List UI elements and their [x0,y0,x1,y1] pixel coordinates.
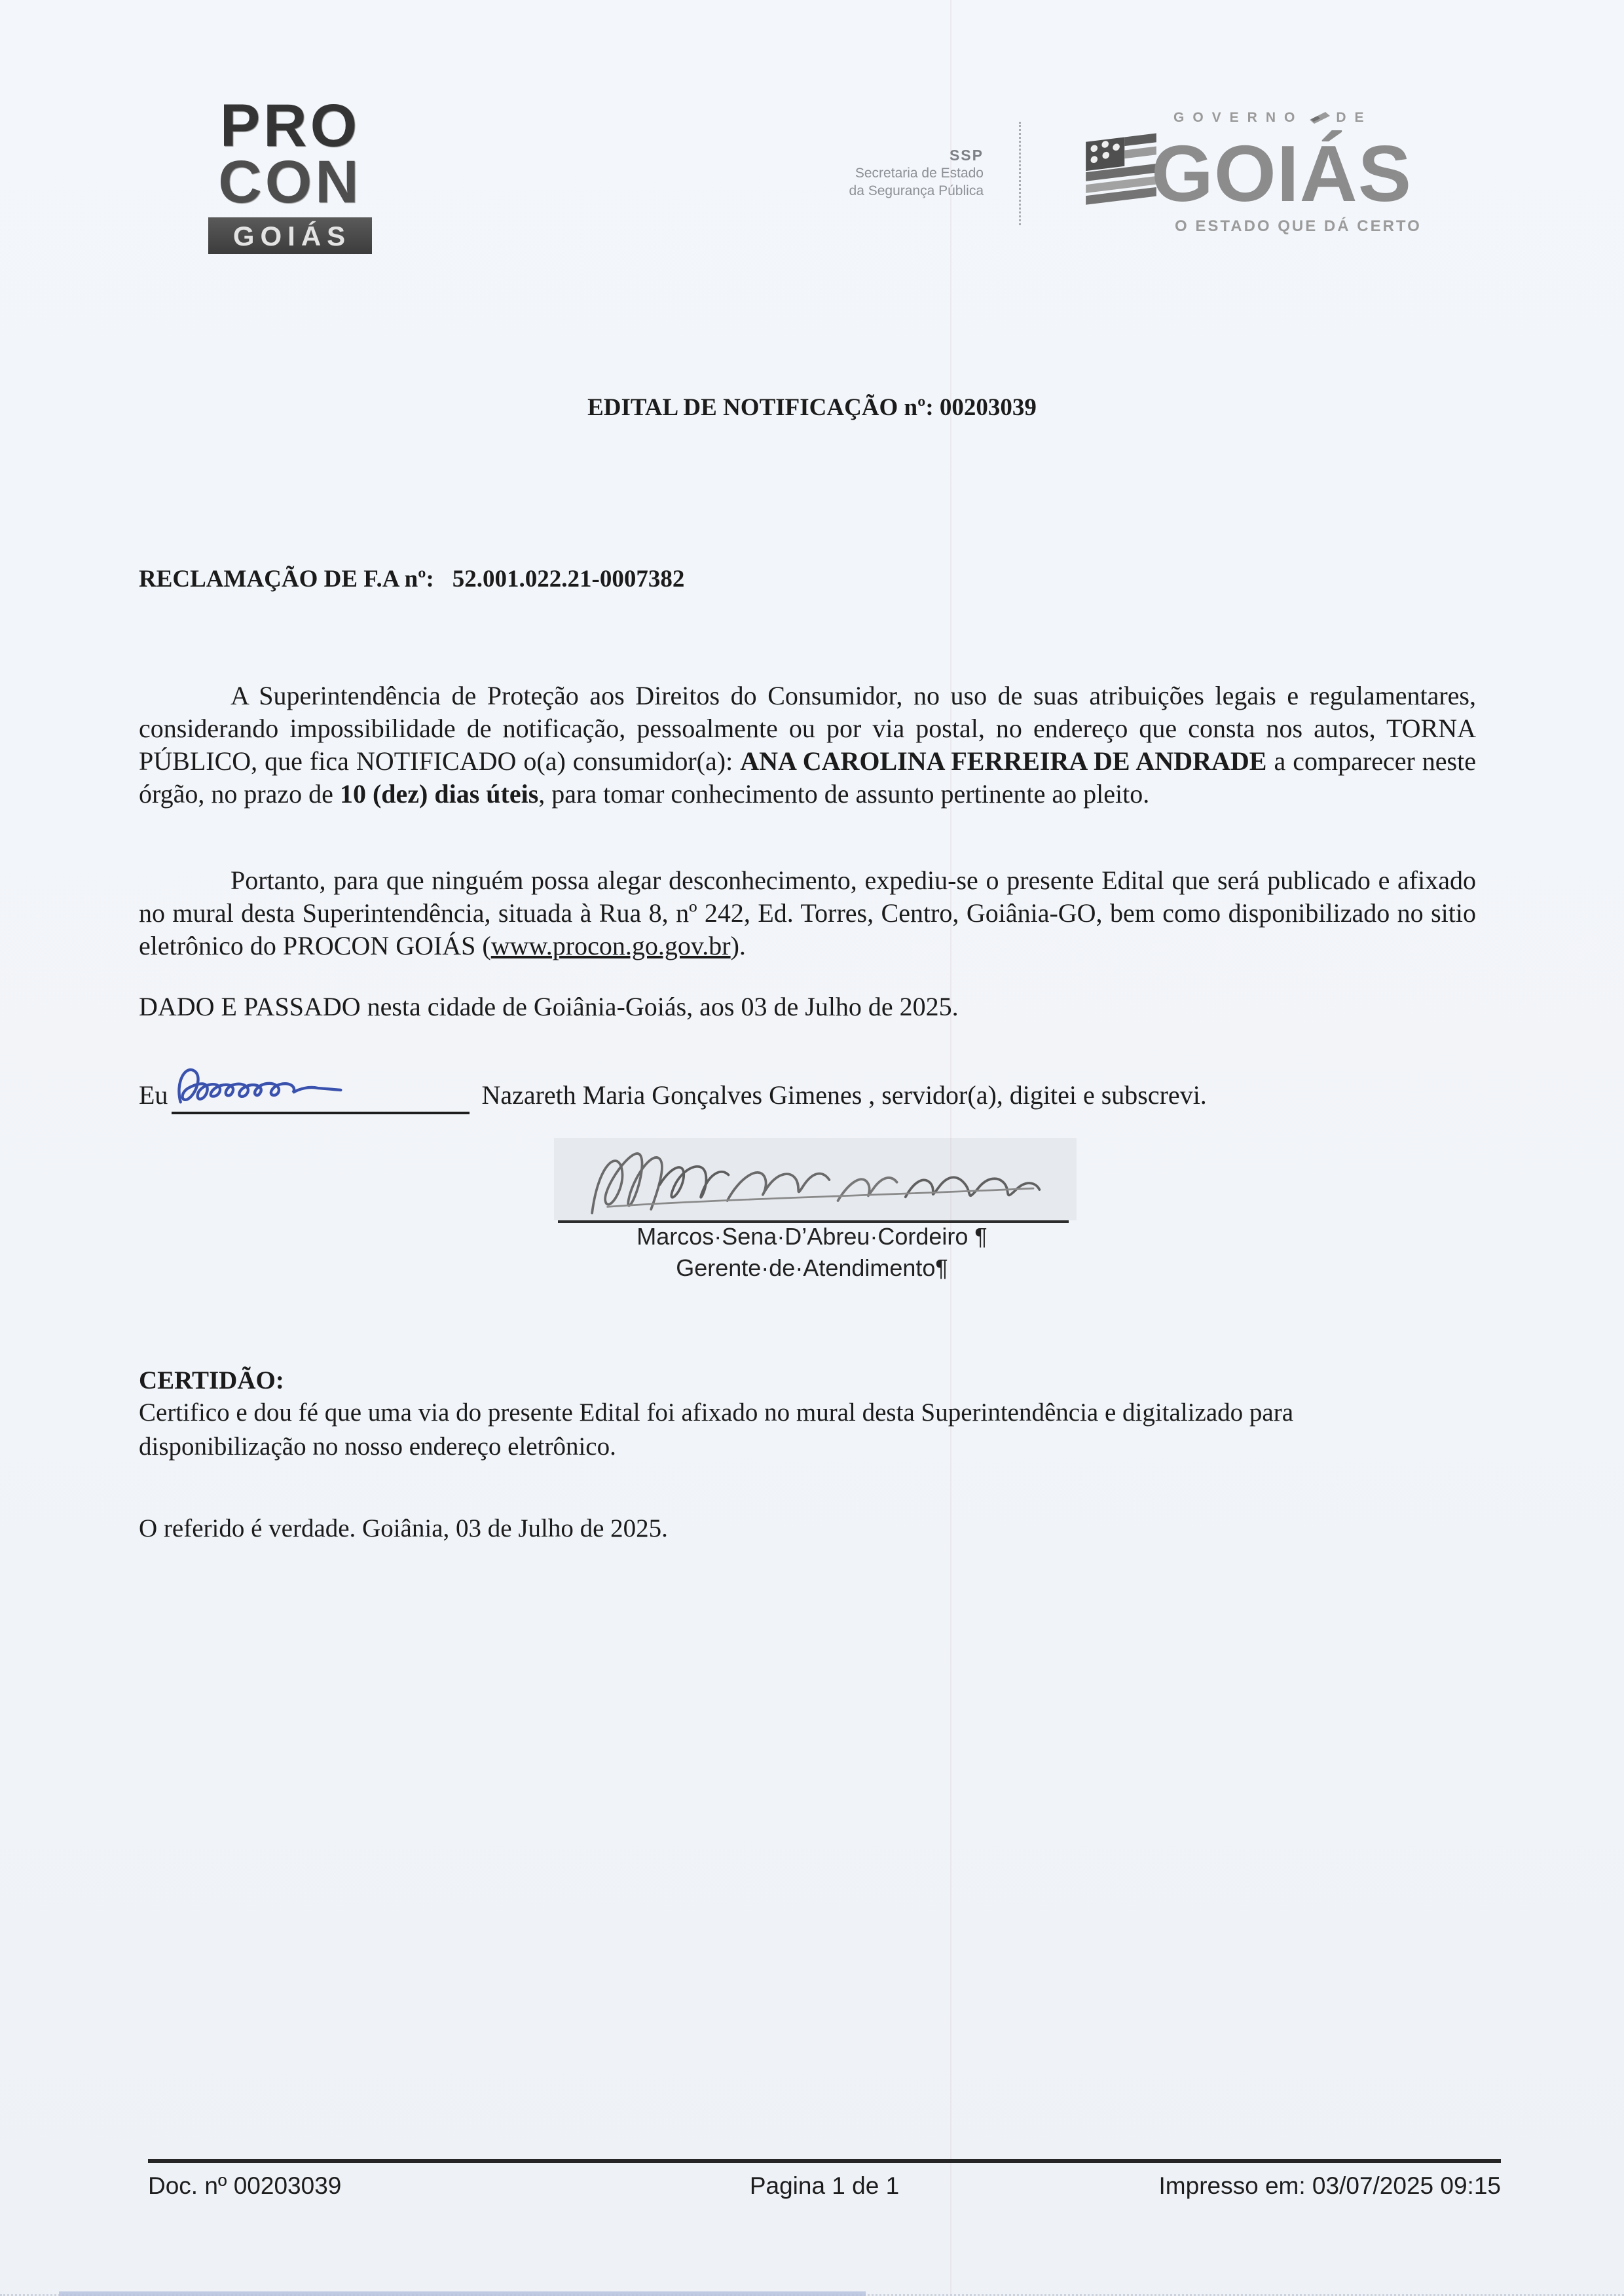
p1-text-1: A Superintendência de Proteção aos Direitos do Consumidor, no uso de suas atribuições legais e regulamentares, considerando impossibilidade de notificação, pessoalmente ou por via postal, no endereço que consta nos autos, TORNA PÚBLICO, que fica NOTIFICADO o(a) consumidor(a): [139,681,1476,776]
consumer-name: ANA CAROLINA FERREIRA DE ANDRADE [740,746,1267,776]
deadline-term: 10 (dez) dias úteis [339,779,539,809]
procon-logo-text-con: CON [218,149,362,215]
complaint-reference [139,565,684,593]
governo-de-kicker [1173,110,1435,126]
certidao-heading: CERTIDÃO: [139,1366,284,1394]
footer-rule [148,2159,1501,2163]
clerk-handwritten-signature [174,1055,390,1121]
complaint-number: 52.001.022.21-0007382 [452,566,685,592]
governo-de-goias-logo [1082,110,1435,236]
p2-text-2: ). [730,931,746,960]
certidao-closing: O referido é verdade. Goiânia, 03 de Julho de 2025. [139,1514,668,1542]
ssp-line2: da Segurança Pública [849,183,984,198]
p2-text-1: Portanto, para que ninguém possa alegar desconhecimento, expediu-se o presente Edital que será publicado e afixado no mural desta Superintendência, situada à Rua 8, nº 242, Ed. Torres, Centro, Goiânia-GO, bem como disponibilizado no sitio eletrônico do PROCON GOIÁS ( [139,866,1476,960]
procon-goias-logo [208,92,372,254]
ssp-line1: Secretaria de Estado [855,166,984,181]
procon-logo-text-pro: PRO [219,92,361,159]
clerk-statement: Nazareth Maria Gonçalves Gimenes , servidor(a), digitei e subscrevi. [481,1080,1207,1110]
certidao-body: Certifico e dou fé que uma via do presente Edital foi afixado no mural desta Superintendência e digitalizado para disponibilização no nosso endereço eletrônico. [139,1398,1294,1461]
header-divider [1019,122,1021,225]
ssp-logo [812,147,984,200]
manager-handwritten-signature [558,1140,1069,1223]
manager-name: Marcos·Sena·D’Abreu·Cordeiro ¶ [637,1223,987,1250]
complaint-label: RECLAMAÇÃO DE F.A nº: [139,566,434,592]
clerk-signature-line [172,1074,470,1114]
goias-flag-icon [1082,127,1160,213]
goias-logo-name: GOIÁS [1151,129,1412,218]
manager-role: Gerente·de·Atendimento¶ [676,1254,948,1281]
kicker-governo: GOVERNO [1173,110,1304,125]
p1-text-2: a comparecer neste órgão, no prazo de [139,746,1476,809]
kicker-de: DE [1336,110,1373,125]
procon-logo-text-goias: GOIÁS [208,217,372,254]
goias-small-flag-icon [1308,111,1331,125]
goias-slogan: O ESTADO QUE DÁ CERTO [1175,217,1422,235]
issued-statement: DADO E PASSADO nesta cidade de Goiânia-Goiás, aos 03 de Julho de 2025. [139,992,959,1021]
document-title: EDITAL DE NOTIFICAÇÃO nº: 00203039 [587,393,1037,421]
clerk-signature-row [139,1074,1476,1114]
footer [148,2172,1501,2200]
manager-signature-block [558,1140,1073,1223]
footer-printed-at: Impresso em: 03/07/2025 09:15 [1158,2172,1501,2199]
p1-text-3: , para tomar conhecimento de assunto pertinente ao pleito. [538,779,1150,809]
footer-page-indicator: Pagina 1 de 1 [749,2172,900,2199]
ssp-acronym: SSP [949,147,984,164]
footer-doc-number: Doc. nº 00203039 [148,2172,342,2199]
notification-paragraph [139,680,1476,811]
scan-bottom-strip [59,2291,866,2296]
procon-website-url: www.procon.go.gov.br [490,931,731,960]
publication-paragraph [139,864,1476,962]
clerk-prefix: Eu [139,1080,168,1110]
